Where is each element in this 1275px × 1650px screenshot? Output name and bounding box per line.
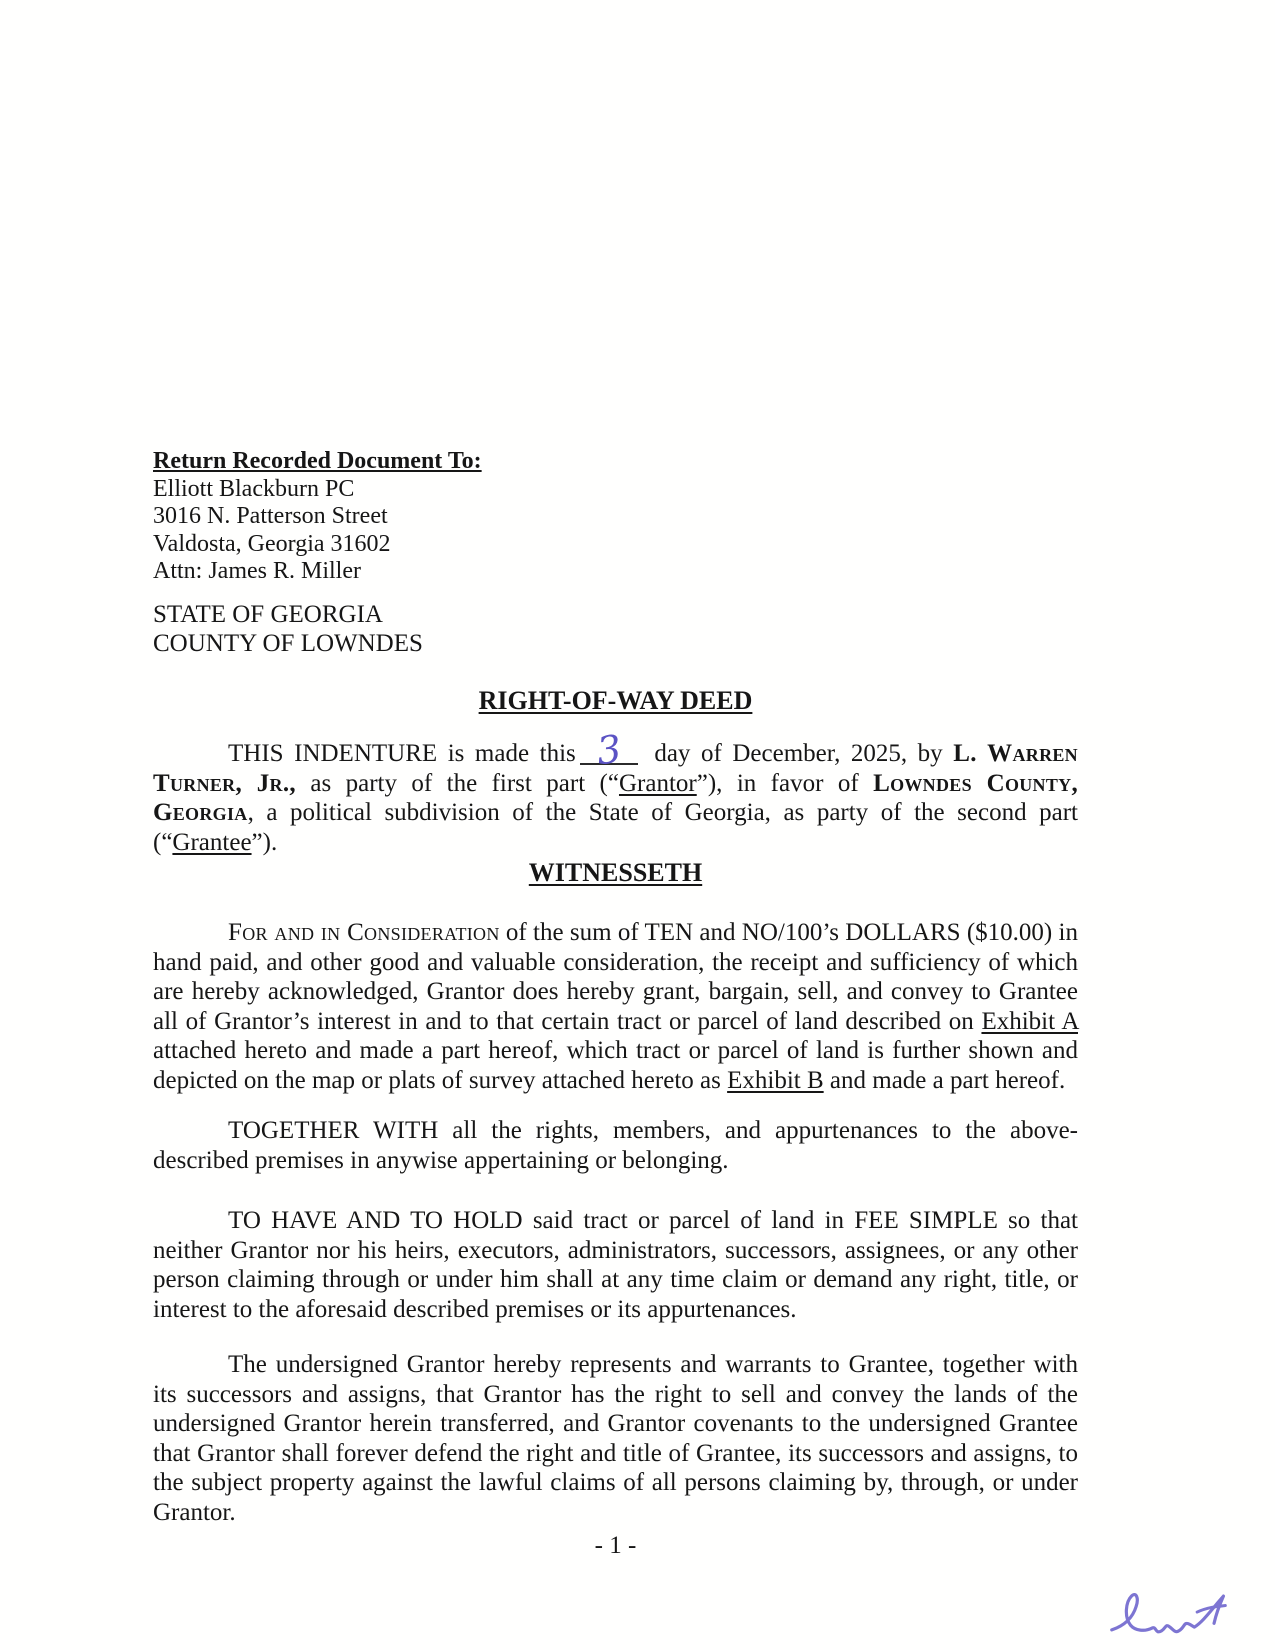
grantor-name: L. Warren Turner, Jr.,: [153, 740, 1078, 797]
exhibit-a-reference: Exhibit A: [981, 1007, 1078, 1035]
return-address-heading: Return Recorded Document To:: [153, 448, 482, 474]
return-address-line: Attn: James R. Miller: [153, 558, 361, 584]
page-number: - 1 -: [594, 1532, 637, 1559]
witnesseth-heading: [153, 858, 1078, 888]
consideration-text: attached hereto and made a part hereof, which tract or parcel of land is further shown and depicted on the map or plats of survey attached hereto as: [153, 1037, 1078, 1094]
exhibit-b-reference: Exhibit B: [727, 1066, 824, 1094]
indenture-text: THIS INDENTURE is made this: [228, 740, 576, 767]
indenture-text: as party of the first part (“: [295, 769, 619, 797]
venue-county-line: COUNTY OF LOWNDES: [153, 630, 423, 657]
warranty-paragraph: The undersigned Grantor hereby represents and warrants to Grantee, together with its successors and assigns, that Grantor has the right to sell and convey the lands of the undersigned Grantor herein transferred, and Grantor covenants to the undersigned Grantee that Grantor shall forever defend the right and title of Grantee, its successors and assigns, to the subject property against the lawful claims of all persons claiming by, through, or under Grantor.: [153, 1351, 1078, 1526]
grantor-initials-handwriting: [1108, 1582, 1230, 1644]
indenture-text: ”), in favor of: [696, 769, 874, 797]
indenture-text: day of December, 2025, by: [643, 740, 954, 767]
return-address-block: [153, 448, 653, 586]
consideration-text: of the sum of TEN and NO/100’s DOLLARS ($10.00) in hand paid, and other good and valuable consideration, the receipt and sufficiency of which are hereby acknowledged, Grantor does hereby grant, bargain, sell, and convey to Grantee all of Grantor’s interest in and to that certain tract or parcel of land described on: [153, 919, 1078, 1035]
day-blank-line: [580, 726, 638, 774]
return-address-line: Elliott Blackburn PC: [153, 475, 355, 502]
habendum-paragraph: TO HAVE AND TO HOLD said tract or parcel of land in FEE SIMPLE so that neither Grantor nor his heirs, executors, administrators, successors, assignees, or any other person claiming through or under him shall at any time claim or demand any right, title, or interest to the aforesaid described premises or its appurtenances.: [153, 1207, 1078, 1323]
return-address-line: 3016 N. Patterson Street: [153, 503, 388, 529]
handwritten-day: 3: [594, 726, 624, 774]
indenture-text: , a political subdivision of the State of Georgia, as party of the second part (“: [153, 799, 1078, 856]
grantee-name: Lowndes County, Georgia: [153, 769, 1079, 826]
venue-state-line: STATE OF GEORGIA: [153, 601, 383, 628]
together-with-paragraph: TOGETHER WITH all the rights, members, and appurtenances to the above-described premises in anywise appertaining or belonging.: [153, 1117, 1078, 1174]
indenture-text: ”).: [251, 828, 278, 856]
document-title: [153, 686, 1078, 716]
consideration-paragraph: [153, 918, 1078, 1095]
witnesseth-heading-text: WITNESSETH: [528, 858, 703, 887]
consideration-lead: For and in Consideration: [228, 919, 500, 946]
grantee-defined-term: Grantee: [172, 828, 252, 856]
venue-block: [153, 600, 653, 658]
return-address-line: Valdosta, Georgia 31602: [153, 530, 391, 557]
document-title-text: RIGHT-OF-WAY DEED: [478, 686, 753, 715]
grantor-defined-term: Grantor: [618, 769, 697, 797]
indenture-paragraph: [153, 726, 1079, 857]
consideration-text: and made a part hereof.: [823, 1066, 1066, 1094]
